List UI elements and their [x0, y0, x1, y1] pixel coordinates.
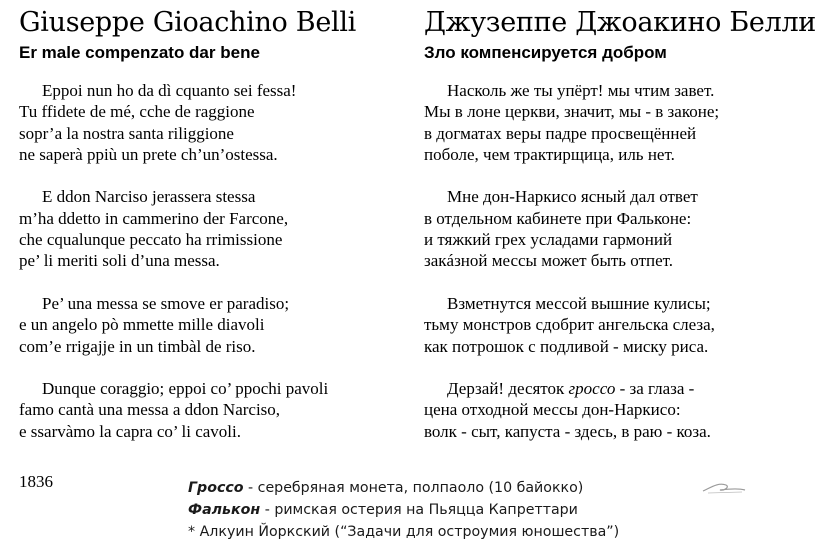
footnote-falcon [188, 499, 619, 521]
poem-line: Дерзай! десяток гроссо - за глаза - [447, 379, 695, 399]
poem-line: pe’ li meriti soli d’una messa. [19, 251, 220, 271]
poem-line: цена отходной мессы дон-Наркисо: [424, 400, 681, 420]
footnote-alcuin: * Алкуин Йоркский (“Задачи для остроумия юношества”) [188, 524, 620, 540]
poem-line: поболе, чем трактирщица, иль нет. [424, 144, 675, 164]
poem-line: Tu ffidete de mé, cche de raggione [19, 102, 255, 122]
poem-line: в отдельном кабинете при Фальконе: [424, 208, 692, 228]
poem-line: ne saperà ppiù un prete ch’un’ostessa. [19, 144, 278, 164]
poem-line: sopr’a la nostra santa riliggione [19, 123, 234, 143]
poem-line: Pe’ una messa se smove er paradiso; [42, 293, 290, 313]
footnote-text: - серебряная монета, полпаоло (10 байокко) [243, 480, 584, 496]
poem-line: e un angelo pò mmette mille diavoli [19, 315, 265, 335]
year: 1836 [19, 472, 53, 491]
italian-column [19, 0, 414, 463]
poem-line: che cqualunque peccato ha rrimissione [19, 230, 283, 250]
footnote-term: Фалькон [188, 502, 261, 518]
poem-line: Мне дон-Наркисо ясный дал ответ [447, 187, 698, 207]
poem-line: com’e rrigajje in un timbàl de riso. [19, 336, 256, 356]
stanza [19, 378, 414, 442]
poem-line: и тяжкий грех усладами гармоний [424, 230, 673, 250]
poem-line: Взметнутся мессой вышние кулисы; [447, 293, 711, 313]
stanza [19, 186, 414, 271]
poem-italian [19, 80, 414, 442]
poem-line: famo cantà una messa a ddon Narciso, [19, 400, 281, 420]
poem-line: Мы в лоне церкви, значит, мы - в законе; [424, 102, 720, 122]
footnote-text: - римская остерия на Пьяцца Капреттари [260, 502, 578, 518]
stanza [19, 80, 414, 165]
stanza [424, 378, 824, 442]
poem-title-italian: Er male compenzato dar bene [19, 43, 260, 62]
poem-line: Насколь же ты упёрт! мы чтим завет. [447, 81, 715, 100]
poem-line: в догматах веры падре просвещённей [424, 123, 697, 143]
stanza [19, 293, 414, 357]
poem-line: тьму монстров сдобрит ангельска слеза, [424, 315, 715, 335]
poem-line: как потрошок с подливой - миску риса. [424, 336, 709, 356]
russian-column [424, 0, 824, 463]
poem-line: Eppoi nun ho da dì cquanto sei fessa! [42, 81, 297, 100]
stanza [424, 293, 824, 357]
stanza [424, 186, 824, 271]
author-name-italian: Giuseppe Gioachino Belli [19, 7, 357, 38]
footnotes [188, 477, 619, 543]
stanza [424, 80, 824, 165]
poem-line: E ddon Narciso jerassera stessa [42, 187, 256, 207]
poem-line: m’ha ddetto in cammerino der Farcone, [19, 208, 289, 228]
poem-line: волк - сыт, капуста - здесь, в раю - коза. [424, 421, 711, 441]
poem-russian [424, 80, 824, 442]
author-name-russian: Джузеппе Джоакино Белли [424, 7, 816, 38]
footnote-term: Гроссо [188, 480, 244, 496]
signature-mark [700, 476, 748, 498]
poem-line: закáзной мессы может быть отпет. [424, 251, 674, 271]
poem-line: e ssarvàmo la capra co’ li cavoli. [19, 421, 241, 441]
poem-title-russian: Зло компенсируется добром [424, 43, 667, 62]
poem-line: Dunque coraggio; eppoi co’ ppochi pavoli [42, 379, 329, 399]
footnote-grosso [188, 477, 619, 499]
